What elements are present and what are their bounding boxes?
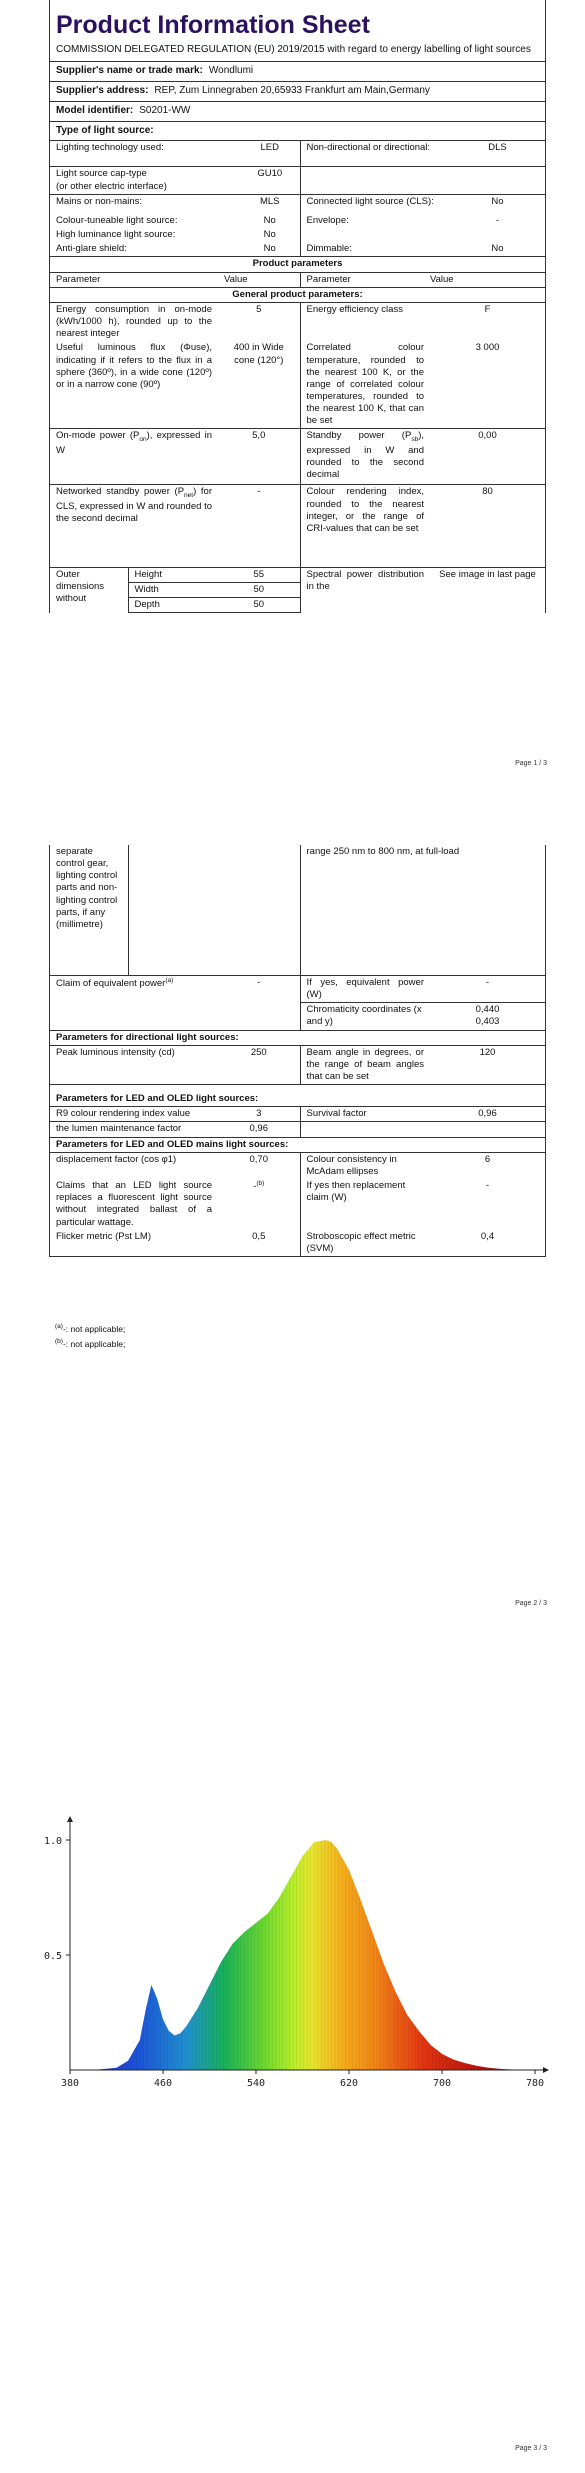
param-label: Claims that an LED light source replaces a fluorescent light source without integrated ballast of a particular wattage. xyxy=(56,1180,212,1228)
param-value: - xyxy=(485,1180,490,1192)
param-value: 0,96 xyxy=(218,1122,300,1137)
table-row xyxy=(50,567,545,582)
table-row xyxy=(50,976,545,1003)
cap-label: Light source cap-type xyxy=(56,168,147,180)
param-value: 250 xyxy=(218,1045,300,1084)
info-sheet xyxy=(49,0,546,613)
param-label: displacement factor (cos φ1) xyxy=(50,1152,218,1179)
footnote-b: $^{(b)}$-: not applicable; xyxy=(55,1337,126,1349)
table-row xyxy=(50,1152,545,1179)
regulation-text: COMMISSION DELEGATED REGULATION (EU) 2019/2015 with regard to energy labelling of light sources xyxy=(56,43,531,55)
param-label: the lumen maintenance factor xyxy=(50,1122,218,1137)
param-label: separate control gear, lighting control parts and non-lighting control parts, if any (millimetre) xyxy=(50,845,128,975)
param-value: See image in last page xyxy=(439,568,536,580)
param-value: 3 000 xyxy=(475,342,500,354)
supplier-name-row xyxy=(50,61,545,81)
param-value: 80 xyxy=(430,485,545,567)
dimension-label: Height xyxy=(128,567,218,582)
param-label: Energy efficiency class xyxy=(300,302,430,341)
param-value: No xyxy=(450,194,545,228)
param-value: 0,5 xyxy=(218,1230,300,1257)
param-label: If yes then replacement claim (W) xyxy=(306,1180,406,1204)
param-value: 400 in Wide cone (120°) xyxy=(218,341,300,429)
product-params-continued xyxy=(50,975,545,1257)
param-value: DLS xyxy=(450,141,545,167)
param-label: Correlated colour temperature, rounded to the nearest 100 K, or the range of correlated colour temperatures, rounded to the nearest 100 K, that can be set xyxy=(306,342,424,427)
table-row xyxy=(50,429,545,485)
param-label: Envelope: xyxy=(306,215,349,227)
product-params-table xyxy=(50,256,545,567)
table-row xyxy=(50,341,545,429)
param-value: - xyxy=(218,485,300,567)
page-title: Product Information Sheet xyxy=(56,11,370,39)
param-value: 0,00 xyxy=(430,429,545,485)
param-value: - xyxy=(495,215,500,227)
param-label: Dimmable: xyxy=(306,243,352,255)
param-label: range 250 nm to 800 nm, at full-load xyxy=(306,846,460,857)
param-value: 120 xyxy=(430,1045,545,1084)
param-value: 0,70 xyxy=(218,1152,300,1179)
param-label: Standby power $(P_{sb})$, expressed in W and rounded to the second decimal xyxy=(300,429,430,485)
table-row xyxy=(50,141,545,167)
info-sheet-continued xyxy=(49,845,546,1257)
table-row xyxy=(50,1179,545,1230)
y-tick-label: 1.0 xyxy=(43,1836,62,1847)
param-label: Survival factor xyxy=(300,1107,430,1122)
page-number: Page 1 / 3 xyxy=(515,760,547,767)
table-row xyxy=(50,257,545,272)
param-label: Flicker metric (Pst LM) xyxy=(50,1230,218,1257)
param-value: - xyxy=(218,976,300,1003)
type-table xyxy=(50,140,545,256)
param-value: No xyxy=(240,228,300,242)
param-label: Spectral power distribution in the xyxy=(306,568,424,593)
table-row xyxy=(50,485,545,567)
table-row xyxy=(50,1085,545,1107)
param-value: 6 xyxy=(430,1152,545,1179)
param-value: 5,0 xyxy=(218,429,300,485)
param-value: 0,4 xyxy=(430,1230,545,1257)
param-label: Energy consumption in on-mode (kWh/1000 h), rounded up to the nearest integer xyxy=(50,302,218,341)
x-tick-label: 380 xyxy=(60,2078,80,2089)
table-row xyxy=(50,228,545,242)
spectral-distribution-chart xyxy=(40,1770,550,2110)
param-value: LED xyxy=(240,141,300,167)
param-label: Stroboscopic effect metric (SVM) xyxy=(300,1230,430,1257)
section-heading: Product parameters xyxy=(50,257,545,272)
spectrum-area xyxy=(70,1840,535,2070)
section-heading: Parameters for LED and OLED mains light sources: xyxy=(50,1137,545,1152)
table-row xyxy=(50,1003,545,1030)
param-label: Beam angle in degrees, or the range of beam angles that can be set xyxy=(300,1045,430,1084)
supplier-address-label: Supplier's address: xyxy=(56,85,149,97)
dimension-value: 55 xyxy=(218,567,300,582)
param-label: Connected light source (CLS): xyxy=(300,194,450,228)
param-value: No xyxy=(240,209,300,228)
page-2 xyxy=(0,845,585,1625)
param-value: GU10 xyxy=(240,167,300,194)
x-axis-arrow xyxy=(543,2067,549,2073)
dimension-value: 50 xyxy=(218,598,300,613)
param-label: Colour consistency in McAdam ellipses xyxy=(300,1152,430,1179)
section-heading: General product parameters: xyxy=(50,287,545,302)
table-row xyxy=(50,1107,545,1122)
footnote-a: $^{(a)}$-: not applicable; xyxy=(55,1323,126,1334)
page-1 xyxy=(0,0,585,790)
y-axis-arrow xyxy=(67,1816,73,1822)
table-row xyxy=(50,845,545,975)
table-row xyxy=(50,1230,545,1257)
param-label xyxy=(50,167,240,194)
param-label: High luminance light source: xyxy=(56,229,176,241)
x-tick-label: 700 xyxy=(432,2078,452,2089)
dimension-value: 50 xyxy=(218,583,300,598)
param-label: Outer dimensions without xyxy=(50,567,128,612)
param-value: MLS xyxy=(240,194,300,209)
table-header-row xyxy=(50,272,545,287)
table-row xyxy=(50,1137,545,1152)
param-value: 3 xyxy=(218,1107,300,1122)
footnotes xyxy=(49,1320,125,1349)
section-heading: Parameters for LED and OLED light sources: xyxy=(50,1085,545,1107)
column-header: Parameter xyxy=(50,272,218,287)
dimension-label: Depth xyxy=(128,598,218,613)
x-tick-label: 780 xyxy=(525,2078,545,2089)
supplier-name-label: Supplier's name or trade mark: xyxy=(56,65,203,77)
param-label: Non-directional or directional: xyxy=(300,141,450,167)
cap-label-2: (or other electric interface) xyxy=(56,180,167,192)
x-tick-label: 460 xyxy=(153,2078,173,2089)
table-row xyxy=(50,302,545,341)
model-id-label: Model identifier: xyxy=(56,104,134,116)
param-label: Claim of equivalent power$^{(a)}$ xyxy=(50,976,218,1003)
param-label: Peak luminous intensity (cd) xyxy=(50,1045,218,1084)
table-row xyxy=(50,1030,545,1045)
param-label: Colour-tuneable light source: xyxy=(56,214,178,226)
supplier-address-row xyxy=(50,81,545,101)
table-row xyxy=(50,1122,545,1137)
table-row xyxy=(50,1045,545,1084)
param-label: If yes, equivalent power (W) xyxy=(300,976,430,1003)
table-row xyxy=(50,194,545,209)
model-id: S0201-WW xyxy=(139,104,191,116)
param-label: Lighting technology used: xyxy=(50,141,240,167)
table-row xyxy=(50,242,545,256)
param-label: Useful luminous flux (Φuse), indicating if it refers to the flux in a sphere (360º), in a wide cone (120º) or in a narrow cone (90º) xyxy=(56,342,212,390)
page-number: Page 3 / 3 xyxy=(515,2445,547,2452)
table-row xyxy=(50,287,545,302)
page-number: Page 2 / 3 xyxy=(515,1600,547,1607)
dimensions-continued xyxy=(50,845,545,975)
param-value: - xyxy=(430,976,545,1003)
model-id-row xyxy=(50,101,545,121)
param-label: Anti-glare shield: xyxy=(56,243,127,255)
param-label: R9 colour rendering index value xyxy=(50,1107,218,1122)
section-heading: Parameters for directional light sources: xyxy=(50,1030,545,1045)
param-value: -$^{(b)}$ xyxy=(218,1179,300,1230)
param-value: 5 xyxy=(218,302,300,341)
y-tick-label: 0.5 xyxy=(43,1951,62,1962)
supplier-name: Wondlumi xyxy=(208,65,254,77)
column-header: Value xyxy=(430,272,545,287)
param-value: F xyxy=(430,302,545,341)
param-label: Colour rendering index, rounded to the nearest integer, or the range of CRI-values that can be set xyxy=(300,485,430,567)
column-header: Parameter xyxy=(300,272,430,287)
x-tick-label: 540 xyxy=(246,2078,266,2089)
type-heading: Type of light source: xyxy=(50,121,545,141)
param-value: 0,96 xyxy=(430,1107,545,1122)
x-tick-label: 620 xyxy=(339,2078,359,2089)
param-label: Mains or non-mains: xyxy=(50,194,240,209)
param-value: No xyxy=(240,242,300,256)
param-value: 0,440 0,403 xyxy=(430,1003,545,1030)
dimensions-table xyxy=(50,567,545,613)
param-label: Networked standby power $(P_{net})$ for CLS, expressed in W and rounded to the second decimal xyxy=(50,485,218,567)
column-header: Value xyxy=(218,272,300,287)
supplier-address: REP, Zum Linnegraben 20,65933 Frankfurt am Main,Germany xyxy=(154,85,430,97)
param-label: Chromaticity coordinates (x and y) xyxy=(300,1003,430,1030)
param-value: No xyxy=(491,243,504,255)
param-label: On-mode power $(P_{on})$, expressed in W xyxy=(50,429,218,485)
dimension-label: Width xyxy=(128,583,218,598)
page-3 xyxy=(0,1685,585,2473)
table-row xyxy=(50,167,545,194)
